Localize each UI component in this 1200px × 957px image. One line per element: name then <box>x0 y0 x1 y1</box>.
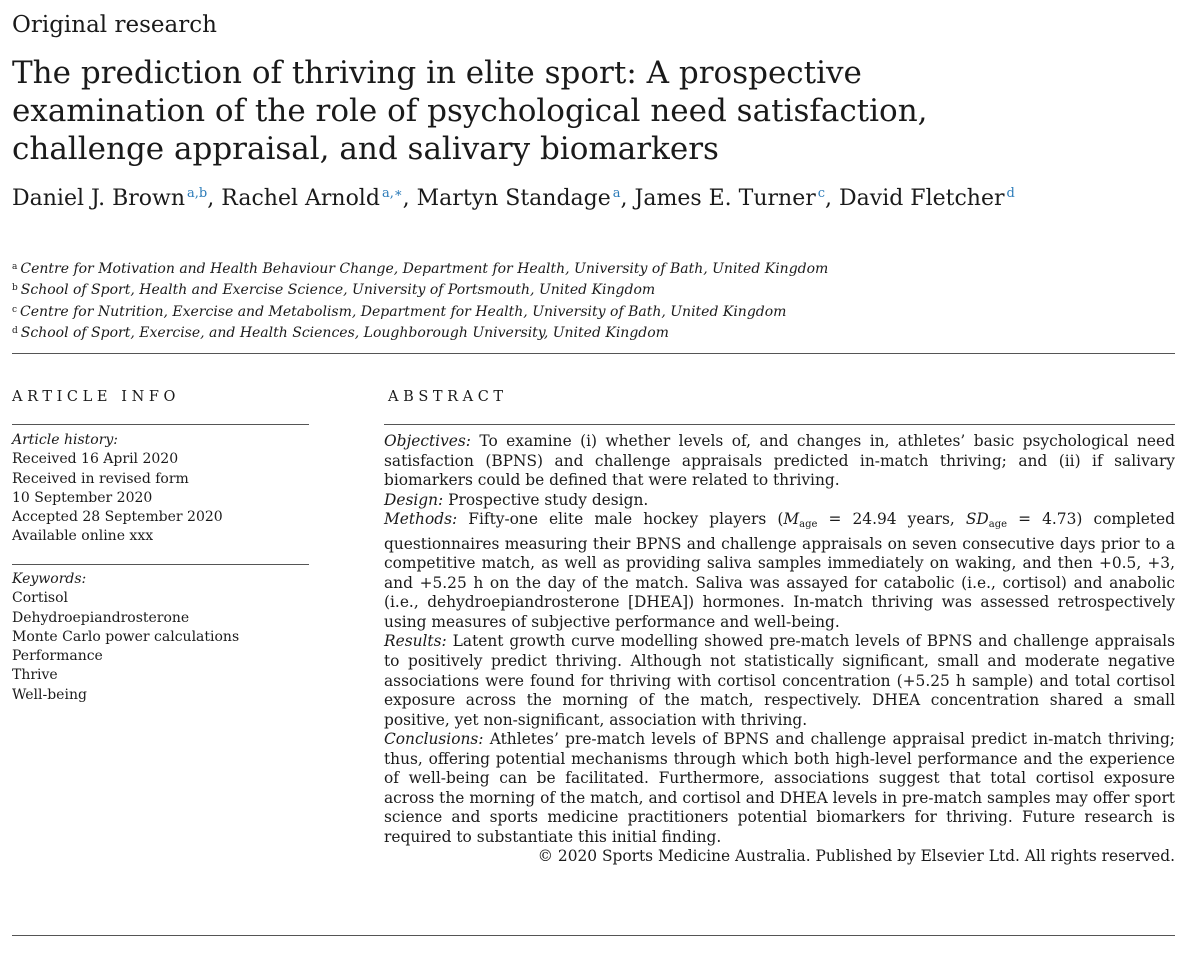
affiliation-list <box>12 258 828 344</box>
author-list: Daniel J. Brown $^{a,b}$, Rachel Arnold $^{a,∗}$, Martyn Standage $^a$, James E. Turner $^c$, David Fletcher $^d$ <box>12 186 1015 211</box>
abstract-design <box>384 491 1175 511</box>
objectives-label: Objectives: <box>384 432 471 450</box>
author-name[interactable]: David Fletcher <box>839 186 1005 211</box>
conclusions-text: Athletes’ pre-match levels of BPNS and challenge appraisal predict in-match thriving; thus, offering potential mechanisms through which both high-level performance and the experience of well-being can be facilitated. Furthermore, associations suggest that total cortisol exposure across the morning of the match, and cortisol and DHEA levels in pre-match samples may offer sport science and sports medicine practitioners potential biomarkers for thriving. Future research is required to substantiate this initial finding. <box>384 730 1175 846</box>
article-history <box>12 431 223 547</box>
abstract-divider <box>384 424 1175 425</box>
author-name[interactable]: James E. Turner <box>634 186 816 211</box>
design-label: Design: <box>384 490 444 509</box>
keyword-item: Cortisol <box>12 590 69 607</box>
affiliation-text: School of Sport, Health and Exercise Science, University of Portsmouth, United Kingdom <box>20 282 656 299</box>
methods-text: Fifty-one elite male hockey players ( <box>468 510 784 529</box>
article-history-label: Article history: <box>12 432 119 448</box>
conclusions-label: Conclusions: <box>384 730 484 749</box>
author-name[interactable]: Rachel Arnold <box>221 186 380 211</box>
abstract-methods <box>384 510 1175 632</box>
affiliation-text: School of Sport, Exercise, and Health Sciences, Loughborough University, United Kingdom <box>20 325 669 342</box>
affiliation-key: c <box>12 304 18 315</box>
affiliation-key: d <box>12 326 18 337</box>
author-affiliation-link[interactable]: d <box>1006 186 1015 201</box>
affiliation-text: Centre for Motivation and Health Behaviour Change, Department for Health, University of Bath, United Kingdom <box>20 261 829 277</box>
author-name[interactable]: Daniel J. Brown <box>12 186 186 211</box>
top-divider <box>12 353 1175 354</box>
keyword-item: Monte Carlo power calculations <box>12 628 240 645</box>
history-entry: 10 September 2020 <box>12 489 153 506</box>
methods-label: Methods: <box>384 510 458 529</box>
info-divider <box>12 424 309 425</box>
history-entry: Received in revised form <box>12 470 189 487</box>
abstract-body <box>384 432 1175 867</box>
sd-symbol: SD <box>965 510 989 529</box>
affiliation-item <box>12 301 828 322</box>
article-info-heading: ARTICLE INFO <box>12 389 181 405</box>
author-affiliation-link[interactable]: c <box>817 186 826 201</box>
keyword-item: Performance <box>12 648 103 665</box>
author-affiliation-link[interactable]: a,b <box>187 186 208 201</box>
methods-text: ) completed questionnaires measuring their BPNS and challenge appraisals on seven consecutive days prior to a competitive match, as well as providing saliva samples immediately on waking, and then +0.5, +3, and +5.25 h on the day of the match. Saliva was assayed for catabolic (i.e., cortisol) and anabolic (i.e., dehydroepiandrosterone [DHEA]) hormones. In-match thriving was assessed retrospectively using measures of subjective performance and well-being. <box>384 510 1175 631</box>
affiliation-item <box>12 258 828 279</box>
author-name[interactable]: Martyn Standage <box>416 186 611 211</box>
author-affiliation-link[interactable]: a,∗ <box>381 186 403 201</box>
age-subscript: age <box>799 519 818 531</box>
history-entry: Received 16 April 2020 <box>12 451 179 468</box>
affiliation-text: Centre for Nutrition, Exercise and Metabolism, Department for Health, University of Bath, United Kingdom <box>20 303 787 320</box>
affiliation-item <box>12 322 828 343</box>
objectives-text: To examine (i) whether levels of, and changes in, athletes’ basic psychological need satisfaction (BPNS) and challenge appraisals predicted in-match thriving; and (ii) if salivary biomarkers could be defined that were related to thriving. <box>384 432 1175 490</box>
mean-value: = 24.94 years, <box>817 510 966 529</box>
keyword-item: Well-being <box>12 686 87 703</box>
keyword-item: Thrive <box>12 667 58 684</box>
bottom-divider <box>12 935 1175 936</box>
affiliation-item <box>12 279 828 300</box>
affiliation-key: b <box>12 283 18 294</box>
abstract-heading: ABSTRACT <box>388 389 508 405</box>
keyword-item: Dehydroepiandrosterone <box>12 609 190 626</box>
history-entry: Accepted 28 September 2020 <box>12 509 223 526</box>
keywords-divider <box>12 564 309 565</box>
abstract-results <box>384 632 1175 730</box>
article-title: The prediction of thriving in elite sport: A prospective examination of the role of psychological need satisfaction, challenge appraisal, and salivary biomarkers <box>12 55 928 167</box>
abstract-objectives <box>384 432 1175 491</box>
section-label: Original research <box>12 12 217 38</box>
age-subscript: age <box>988 519 1008 531</box>
results-text: Latent growth curve modelling showed pre-match levels of BPNS and challenge appraisals to positively predict thriving. Although not statistically significant, small and moderate negative associations were found for thriving with cortisol concentration (+5.25 h sample) and total cortisol exposure across the morning of the match, respectively. DHEA concentration shared a small positive, yet non-significant, association with thriving. <box>384 632 1175 729</box>
author-affiliation-link[interactable]: a <box>612 186 621 201</box>
affiliation-key: a <box>12 262 18 272</box>
history-entry: Available online xxx <box>12 528 154 545</box>
copyright-notice: © 2020 Sports Medicine Australia. Published by Elsevier Ltd. All rights reserved. <box>537 847 1175 866</box>
mean-symbol: M <box>783 510 800 529</box>
sd-value: = 4.73 <box>1007 510 1077 529</box>
design-text: Prospective study design. <box>448 490 649 509</box>
abstract-conclusions <box>384 730 1175 847</box>
keywords-label: Keywords: <box>12 571 87 587</box>
results-label: Results: <box>384 632 447 651</box>
keywords <box>12 570 239 705</box>
